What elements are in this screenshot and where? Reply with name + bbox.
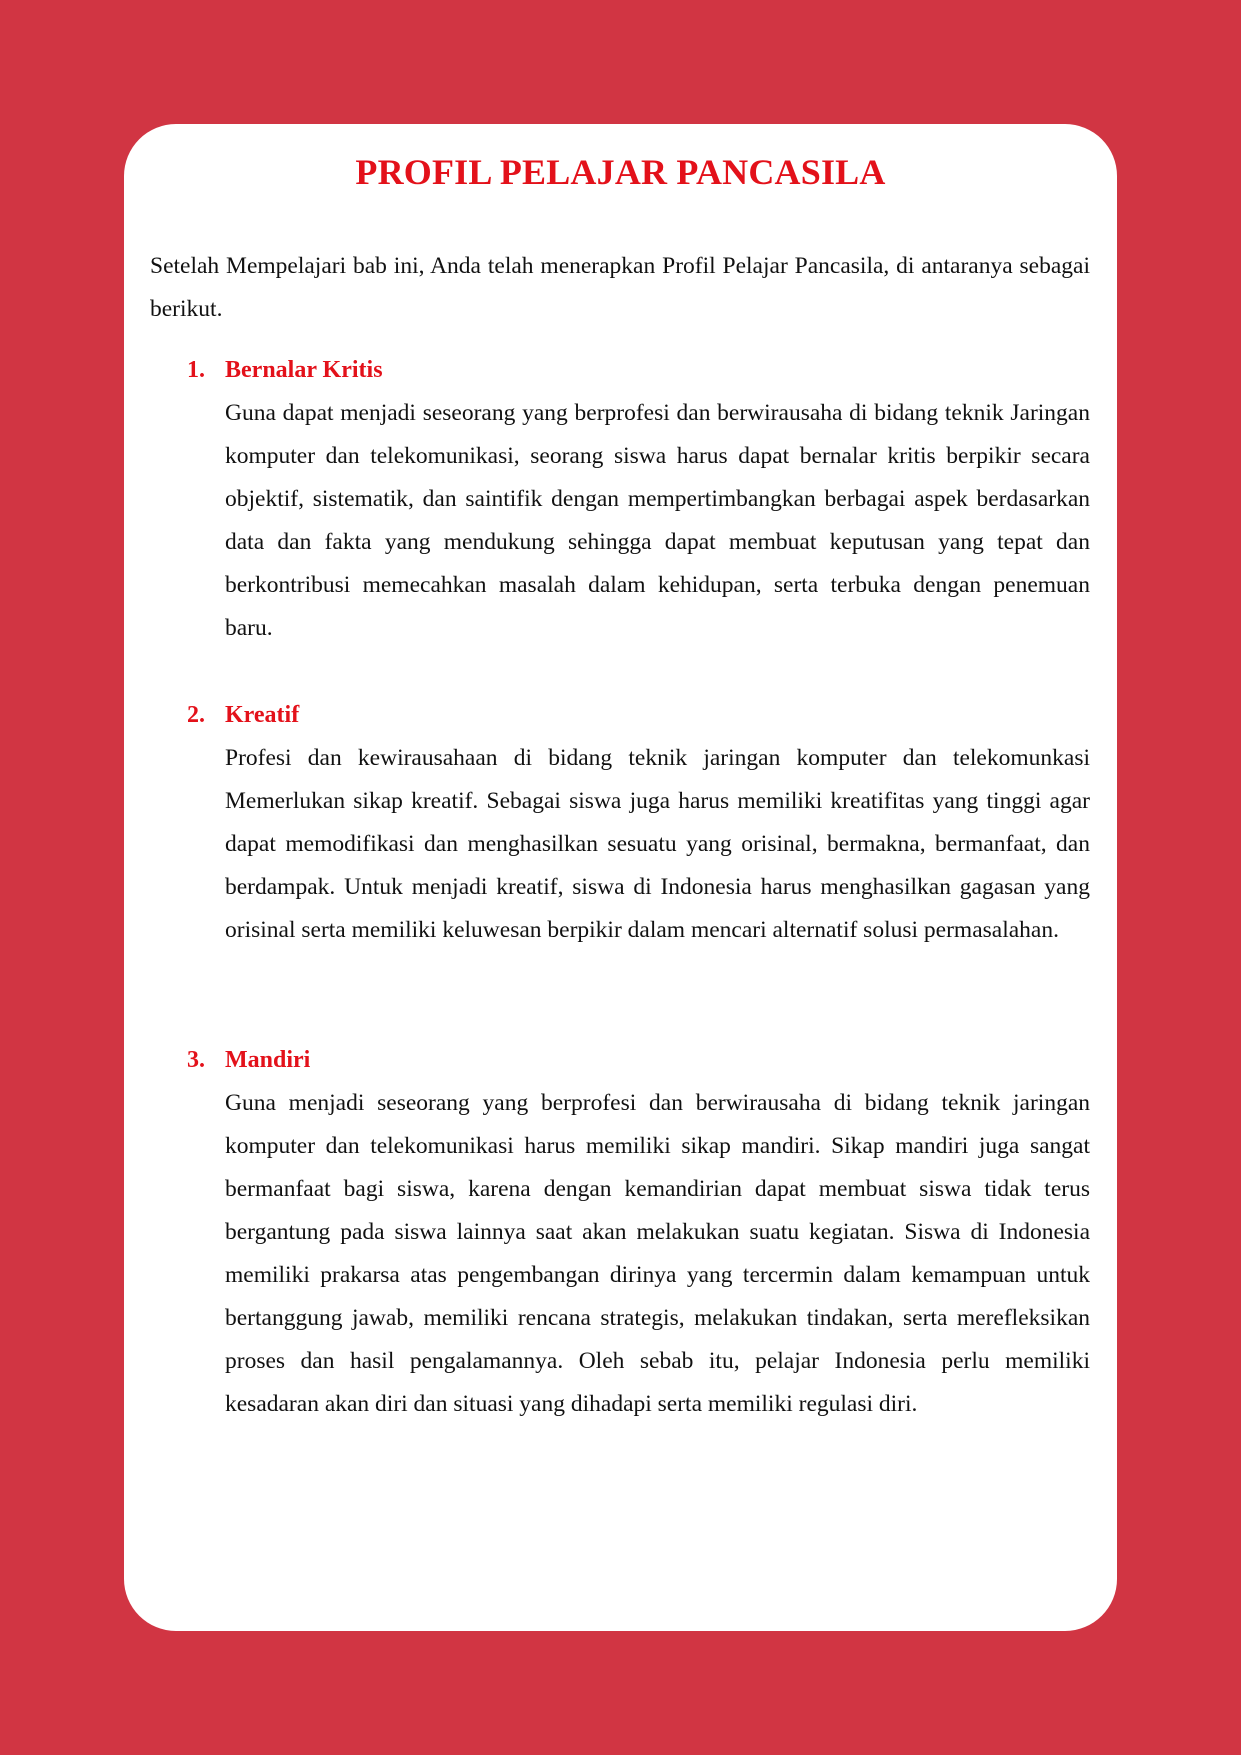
- section-body: Profesi dan kewirausahaan di bidang teknik jaringan komputer dan telekomunkasi Memerlukan sikap kreatif. Sebagai siswa juga harus memiliki kreatifitas yang tinggi agar dapat memodifikasi dan menghasilkan sesuatu yang orisinal, bermakna, bermanfaat, dan berdampak. Untuk menjadi kreatif, siswa di Indonesia harus menghasilkan gagasan yang orisinal serta memiliki keluwesan berpikir dalam mencari alternatif solusi permasalahan.: [225, 745, 1090, 943]
- section-heading: [124, 349, 1117, 392]
- section-heading: [124, 1039, 1117, 1082]
- section-body: Guna menjadi seseorang yang berprofesi dan berwirausaha di bidang teknik jaringan komputer dan telekomunikasi harus memiliki sikap mandiri. Sikap mandiri juga sangat bermanfaat bagi siswa, karena dengan kemandirian dapat membuat siswa tidak terus bergantung pada siswa lainnya saat akan melakukan suatu kegiatan. Siswa di Indonesia memiliki prakarsa atas pengembangan dirinya yang tercermin dalam kemampuan untuk bertanggung jawab, memiliki rencana strategis, melakukan tindakan, serta merefleksikan proses dan hasil pengalamannya. Oleh sebab itu, pelajar Indonesia perlu memiliki kesadaran akan diri dan situasi yang dihadapi serta memiliki regulasi diri.: [225, 1090, 1090, 1417]
- section-number: 1.: [187, 357, 205, 383]
- intro-paragraph: Setelah Mempelajari bab ini, Anda telah menerapkan Profil Pelajar Pancasila, di antaranya sebagai berikut.: [150, 253, 1090, 322]
- section-body: Guna dapat menjadi seseorang yang berprofesi dan berwirausaha di bidang teknik Jaringan komputer dan telekomunikasi, seorang siswa harus dapat bernalar kritis berpikir secara objektif, sistematik, dan saintifik dengan mempertimbangkan berbagai aspek berdasarkan data dan fakta yang mendukung sehingga dapat membuat keputusan yang tepat dan berkontribusi memecahkan masalah dalam kehidupan, serta terbuka dengan penemuan baru.: [225, 400, 1090, 641]
- section-number: 2.: [187, 702, 205, 728]
- content-card: [124, 124, 1117, 1631]
- section-title: Bernalar Kritis: [225, 357, 383, 383]
- section-number: 3.: [187, 1047, 205, 1073]
- section-mandiri: [124, 1039, 1117, 1426]
- section-kreatif: [124, 694, 1117, 952]
- section-bernalar-kritis: [124, 349, 1117, 650]
- section-heading: [124, 694, 1117, 737]
- section-title: Kreatif: [225, 702, 300, 728]
- page-title: PROFIL PELAJAR PANCASILA: [355, 152, 886, 192]
- section-title: Mandiri: [225, 1047, 311, 1073]
